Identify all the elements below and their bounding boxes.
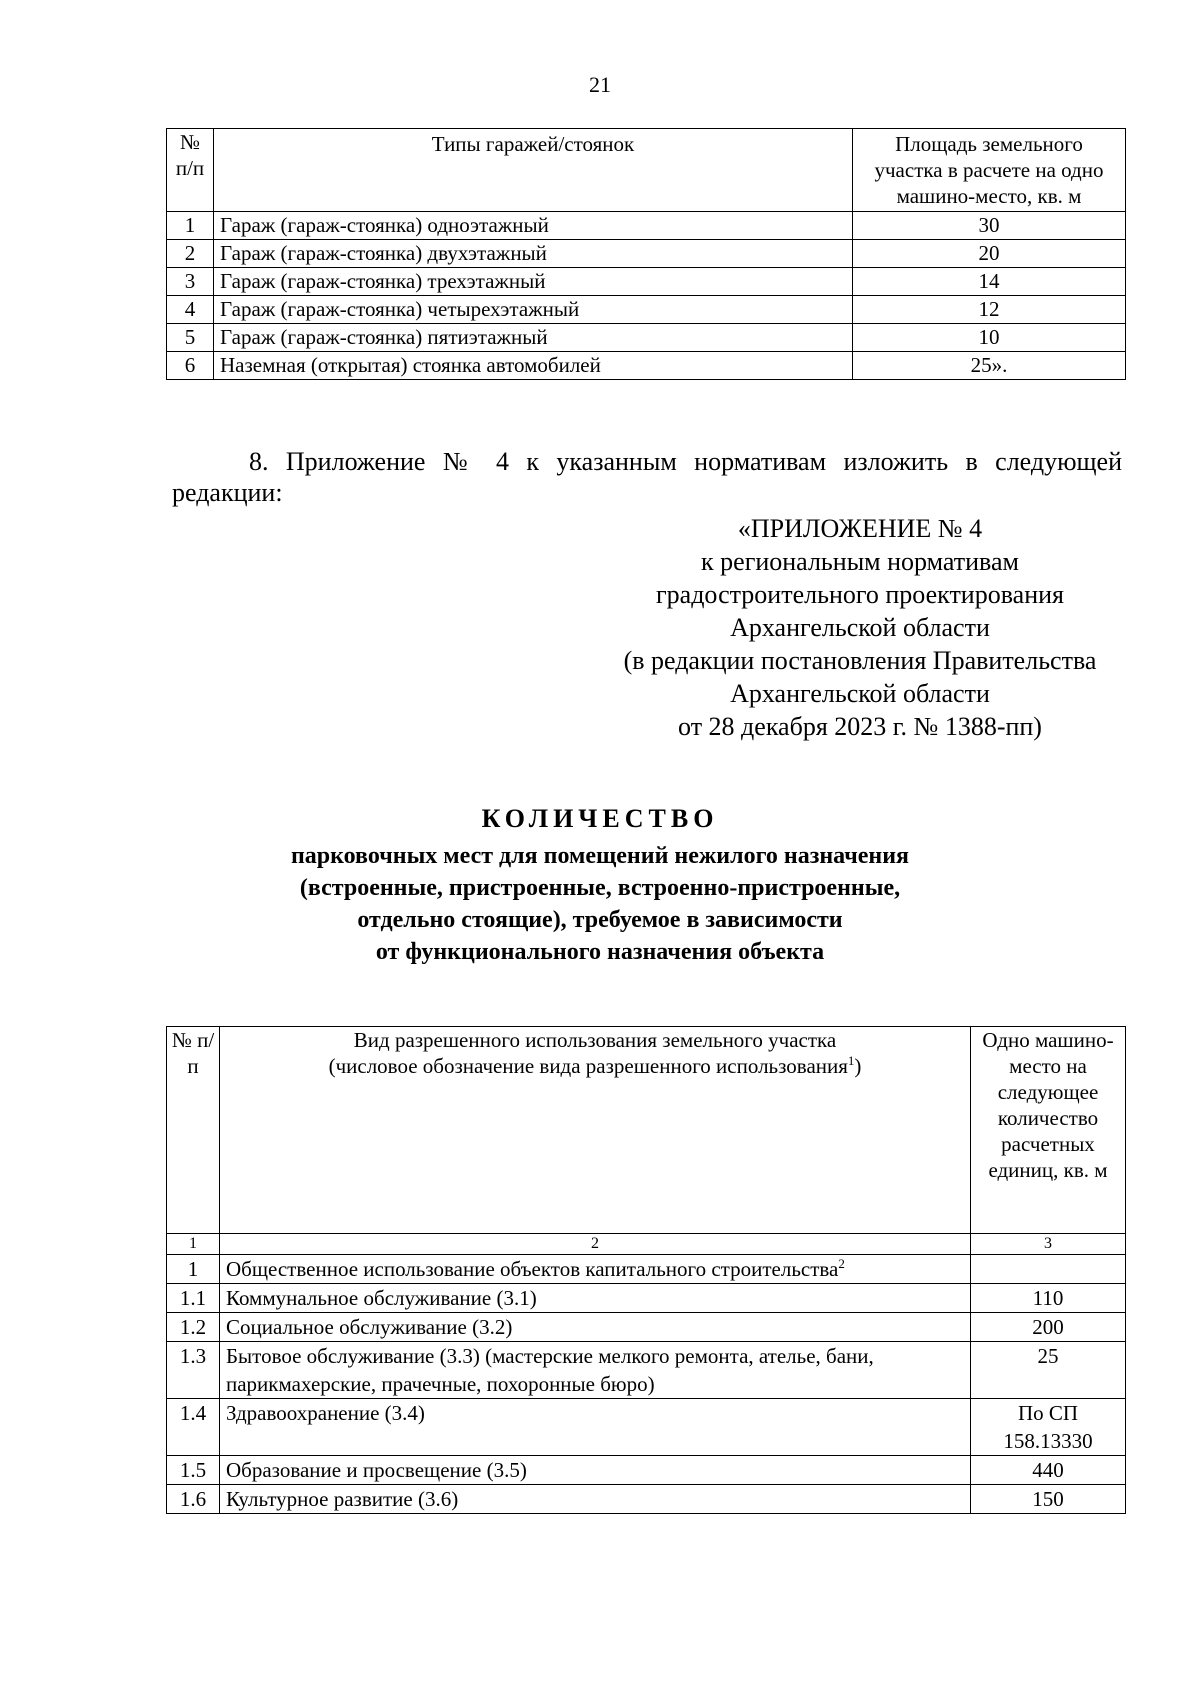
- land-use-description: [220, 1399, 971, 1456]
- table-header-row: [167, 1027, 1126, 1234]
- land-use-description: [220, 1342, 971, 1399]
- appendix-line: (в редакции постановления Правительства: [623, 646, 1097, 675]
- calculation-units-value: 150: [971, 1485, 1126, 1514]
- garage-type: Гараж (гараж-стоянка) пятиэтажный: [214, 324, 853, 352]
- garage-area-table: [166, 128, 1126, 380]
- land-area-value: 12: [853, 296, 1126, 324]
- calculation-units-value: По СП 158.13330: [971, 1399, 1126, 1456]
- row-number: 1.1: [167, 1284, 220, 1313]
- table-row: [167, 324, 1126, 352]
- row-number: 2: [167, 240, 214, 268]
- header-garage-type: Типы гаражей/стоянок: [214, 129, 853, 212]
- land-area-value: 20: [853, 240, 1126, 268]
- table-row: [167, 1313, 1126, 1342]
- page-number: 21: [589, 72, 611, 97]
- table-row: [167, 1399, 1126, 1456]
- land-area-value: 10: [853, 324, 1126, 352]
- row-number: 4: [167, 296, 214, 324]
- column-index-2: 2: [220, 1234, 971, 1255]
- header-land-use-type: [220, 1027, 971, 1234]
- header-desc-line2: (числовое обозначение вида разрешенного использования: [328, 1054, 848, 1078]
- row-number: 1.4: [167, 1399, 220, 1456]
- parking-spaces-table: [166, 1026, 1126, 1514]
- table-row: [167, 296, 1126, 324]
- appendix-line: от 28 декабря 2023 г. № 1388-пп): [678, 712, 1042, 741]
- appendix-line: Архангельской области: [730, 613, 990, 642]
- parking-spaces-table-body: [167, 1255, 1126, 1514]
- land-use-description: [220, 1255, 971, 1284]
- row-number: 1: [167, 212, 214, 240]
- column-index-1: 1: [167, 1234, 220, 1255]
- land-use-description: [220, 1485, 971, 1514]
- row-number: 1.6: [167, 1485, 220, 1514]
- garage-type: Гараж (гараж-стоянка) четырехэтажный: [214, 296, 853, 324]
- garage-area-table-body: [167, 212, 1126, 380]
- land-use-text: Общественное использование объектов капитального строительства: [226, 1257, 839, 1281]
- row-number: 5: [167, 324, 214, 352]
- land-area-value: 14: [853, 268, 1126, 296]
- table-row: [167, 1456, 1126, 1485]
- footnote-mark: 1: [847, 1053, 855, 1068]
- land-use-description: [220, 1456, 971, 1485]
- calculation-units-value: 200: [971, 1313, 1126, 1342]
- land-use-text: Здравоохранение (3.4): [226, 1401, 425, 1425]
- amendment-paragraph: 8. Приложение № 4 к указанным нормативам изложить в следующей редакции:: [172, 447, 1122, 507]
- table-row: [167, 212, 1126, 240]
- land-use-text: Коммунальное обслуживание (3.1): [226, 1286, 537, 1310]
- row-number: 1.3: [167, 1342, 220, 1399]
- row-number: 3: [167, 268, 214, 296]
- header-number: № п/п: [167, 1027, 220, 1234]
- land-use-description: [220, 1284, 971, 1313]
- table-row: [167, 240, 1126, 268]
- land-use-text: Социальное обслуживание (3.2): [226, 1315, 513, 1339]
- document-heading-title: КОЛИЧЕСТВО: [481, 804, 719, 833]
- heading-line: (встроенные, пристроенные, встроенно-пристроенные,: [299, 875, 901, 901]
- footnote-mark: 2: [838, 1256, 845, 1271]
- land-area-value: 25».: [853, 352, 1126, 380]
- row-number: 6: [167, 352, 214, 380]
- garage-type: Гараж (гараж-стоянка) трехэтажный: [214, 268, 853, 296]
- header-desc-end: ): [854, 1054, 862, 1078]
- heading-line: отдельно стоящие), требуемое в зависимости: [357, 907, 843, 933]
- table-header-row: [167, 129, 1126, 212]
- appendix-line: Архангельской области: [730, 679, 990, 708]
- row-number: 1: [167, 1255, 220, 1284]
- row-number: 1.5: [167, 1456, 220, 1485]
- calculation-units-value: 110: [971, 1284, 1126, 1313]
- heading-line: парковочных мест для помещений нежилого назначения: [290, 843, 910, 869]
- header-number: № п/п: [167, 129, 214, 212]
- table-row: [167, 1284, 1126, 1313]
- column-index-row: [167, 1234, 1126, 1255]
- row-number: 1.2: [167, 1313, 220, 1342]
- document-heading-subtitle: [0, 840, 1200, 968]
- land-use-text: Бытовое обслуживание (3.3) (мастерские мелкого ремонта, ателье, бани, парикмахерские, прачечные, похоронные бюро): [226, 1344, 874, 1396]
- appendix-line: к региональным нормативам: [701, 547, 1019, 576]
- table-row: [167, 1485, 1126, 1514]
- appendix-caption: [590, 512, 1130, 743]
- garage-type: Гараж (гараж-стоянка) двухэтажный: [214, 240, 853, 268]
- table-row: [167, 352, 1126, 380]
- land-area-value: 30: [853, 212, 1126, 240]
- garage-type: Наземная (открытая) стоянка автомобилей: [214, 352, 853, 380]
- appendix-line: «ПРИЛОЖЕНИЕ № 4: [737, 514, 983, 543]
- land-use-text: Образование и просвещение (3.5): [226, 1458, 527, 1482]
- header-land-area: Площадь земельного участка в расчете на одно машино-место, кв. м: [853, 129, 1126, 212]
- appendix-line: градостроительного проектирования: [656, 580, 1064, 609]
- garage-type: Гараж (гараж-стоянка) одноэтажный: [214, 212, 853, 240]
- table-row: [167, 1342, 1126, 1399]
- table-row: [167, 268, 1126, 296]
- column-index-3: 3: [971, 1234, 1126, 1255]
- table-row: [167, 1255, 1126, 1284]
- calculation-units-value: [971, 1255, 1126, 1284]
- header-desc-line1: Вид разрешенного использования земельного участка: [353, 1028, 837, 1052]
- calculation-units-value: 440: [971, 1456, 1126, 1485]
- land-use-text: Культурное развитие (3.6): [226, 1487, 459, 1511]
- heading-line: от функционального назначения объекта: [375, 939, 825, 965]
- calculation-units-value: 25: [971, 1342, 1126, 1399]
- header-calculation-units: Одно машино-место на следующее количество расчетных единиц, кв. м: [971, 1027, 1126, 1234]
- land-use-description: [220, 1313, 971, 1342]
